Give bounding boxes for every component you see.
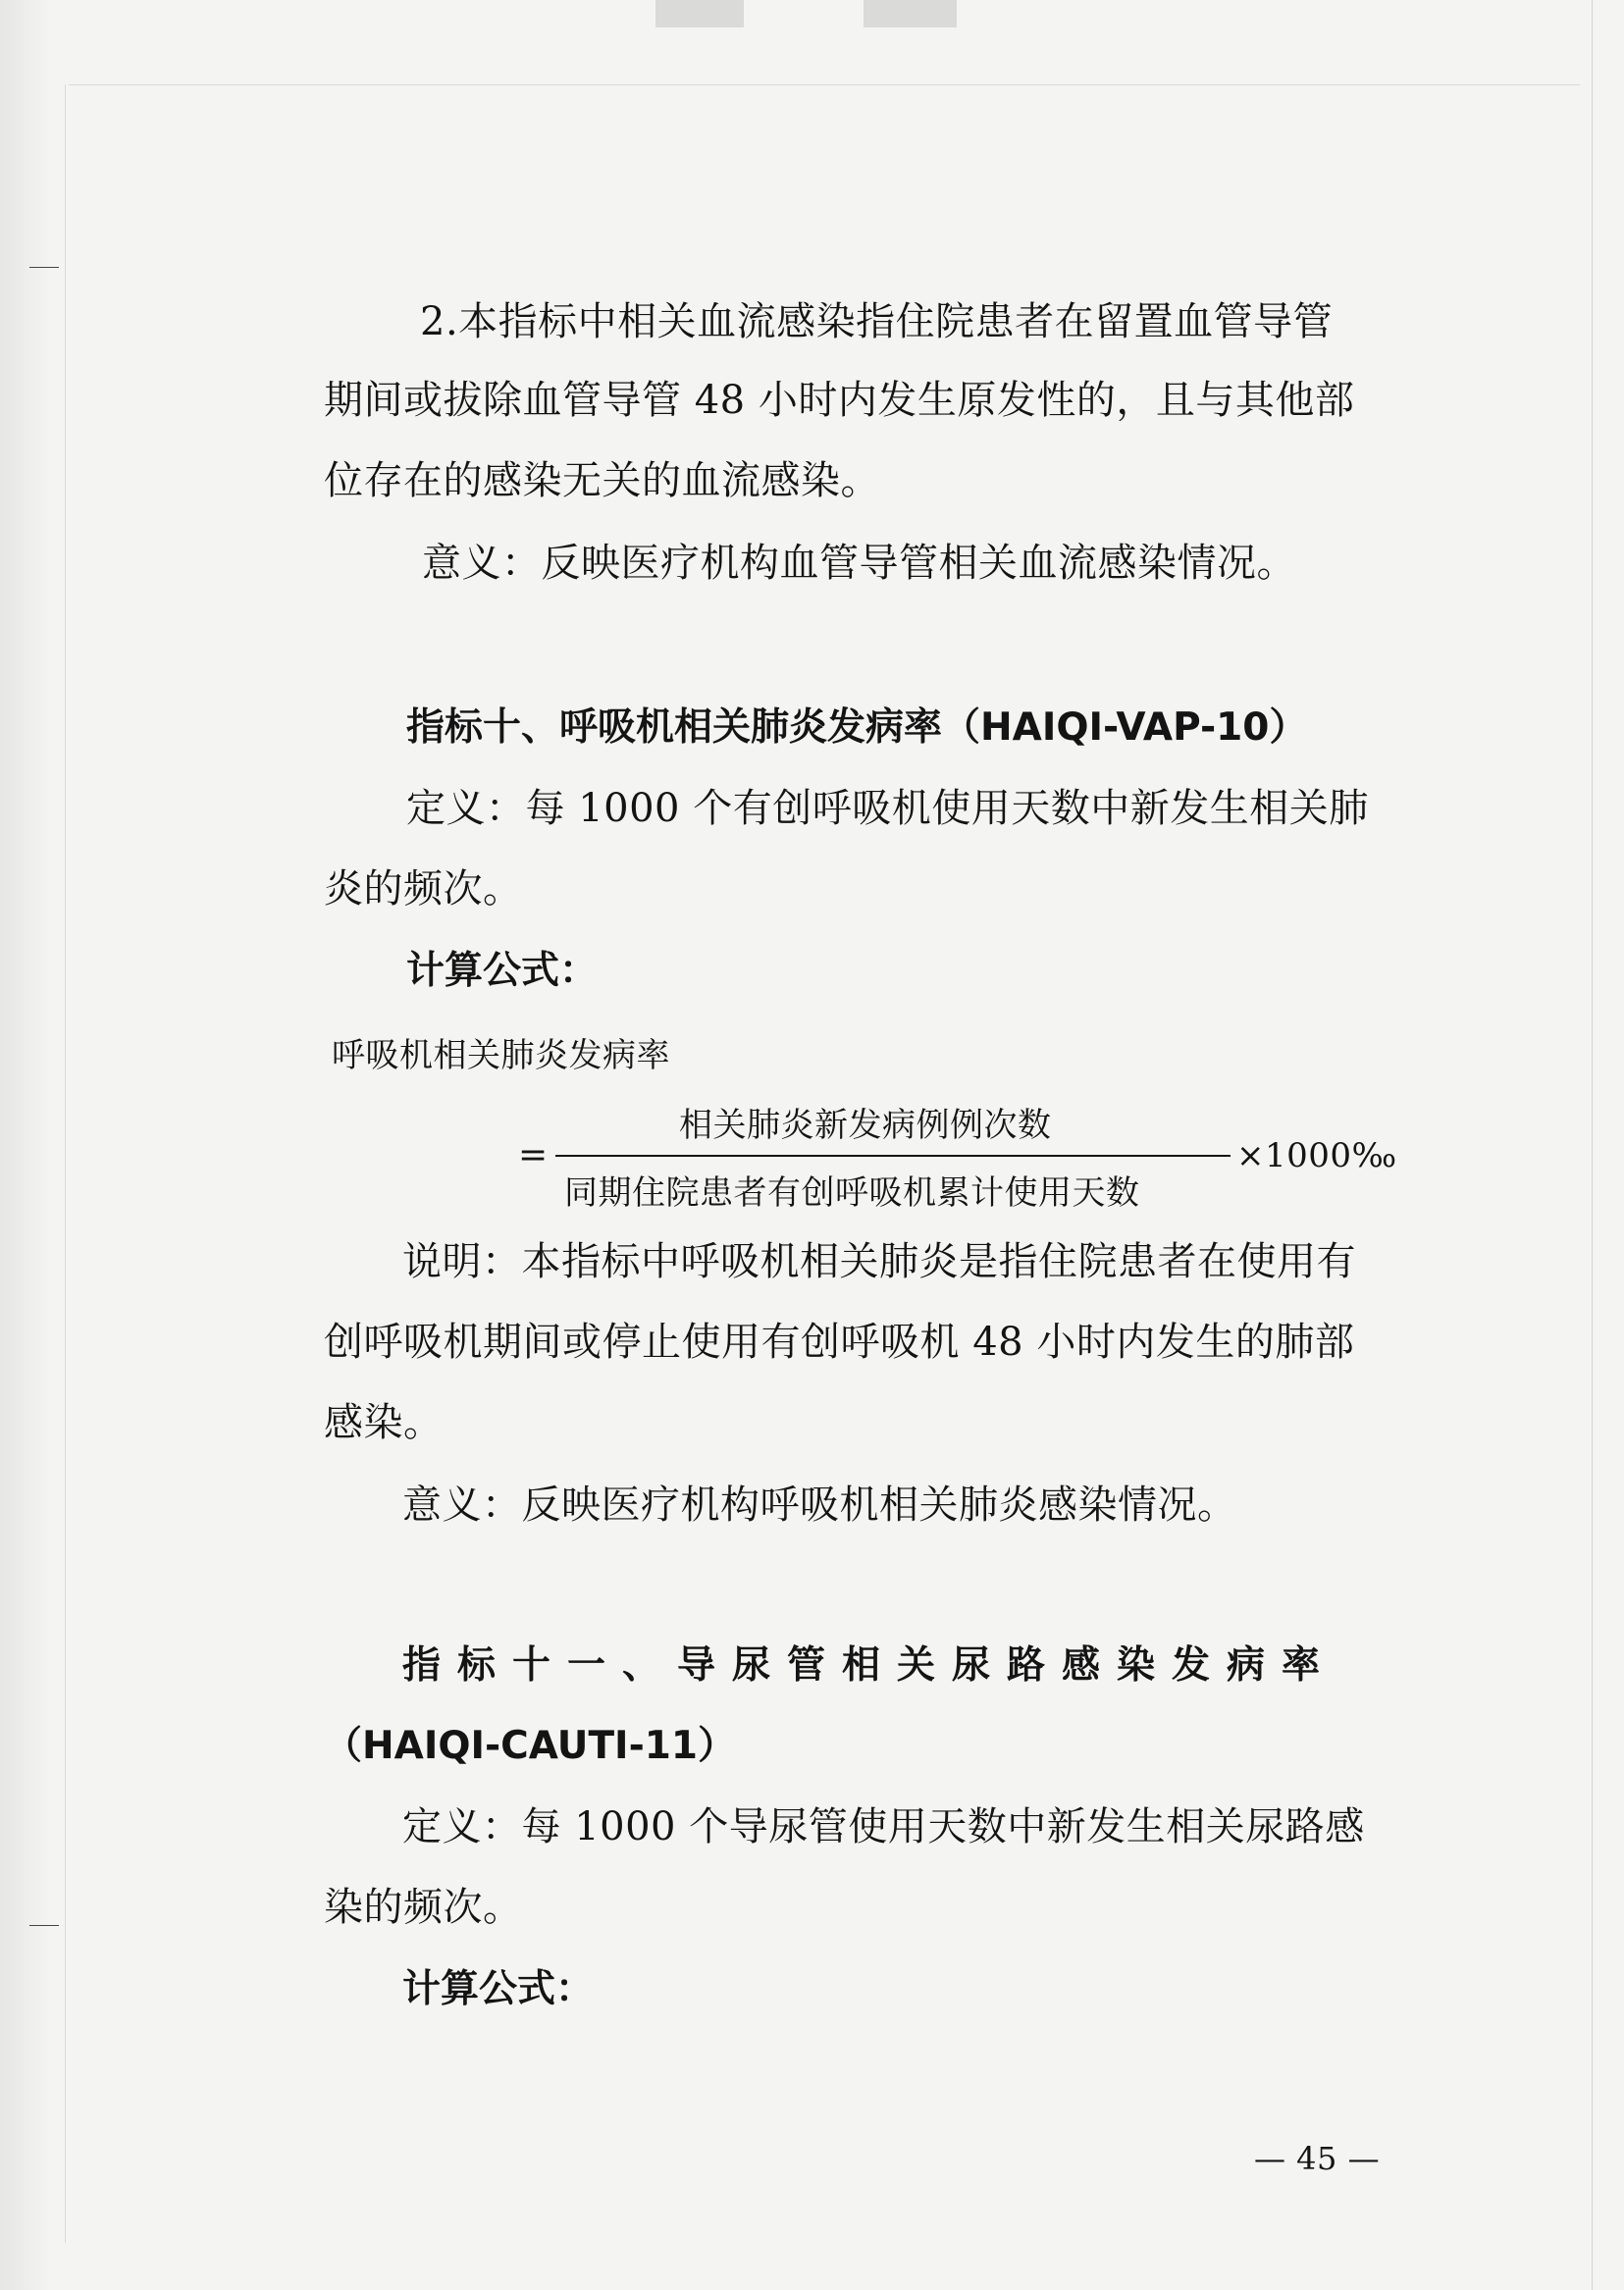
indicator-11-heading-line-2: （HAIQI-CAUTI-11） [324, 1724, 737, 1768]
indicator-10-definition-line-1: 定义：每 1000 个有创呼吸机使用天数中新发生相关肺 [406, 786, 1369, 831]
paragraph-2-line-3: 位存在的感染无关的血流感染。 [324, 458, 880, 503]
paragraph-2-line-1: 2.本指标中相关血流感染指住院患者在留置血管导管 [420, 299, 1334, 344]
indicator-10-heading: 指标十、呼吸机相关肺炎发病率（HAIQI-VAP-10） [406, 705, 1308, 750]
indicator-11-definition-line-1: 定义：每 1000 个导尿管使用天数中新发生相关尿路感 [402, 1804, 1365, 1849]
scan-mark [864, 0, 957, 27]
fraction-bar [555, 1155, 1231, 1157]
formula-name: 呼吸机相关肺炎发病率 [332, 1036, 670, 1075]
indicator-10-meaning: 意义：反映医疗机构呼吸机相关肺炎感染情况。 [402, 1483, 1237, 1528]
meaning-clabsi: 意义：反映医疗机构血管导管相关血流感染情况。 [422, 541, 1296, 586]
page-edge-left [65, 84, 66, 2243]
margin-tick [29, 1925, 59, 1926]
paragraph-2-line-2: 期间或拔除血管导管 48 小时内发生原发性的，且与其他部 [324, 378, 1355, 423]
indicator-10-note-line-3: 感染。 [324, 1400, 444, 1445]
formula-denominator: 同期住院患者有创呼吸机累计使用天数 [564, 1173, 1140, 1213]
indicator-10-note-line-2: 创呼吸机期间或停止使用有创呼吸机 48 小时内发生的肺部 [324, 1320, 1355, 1365]
formula-numerator: 相关肺炎新发病例例次数 [679, 1106, 1052, 1145]
indicator-11-formula-label: 计算公式： [402, 1967, 595, 2011]
indicator-11-definition-line-2: 染的频次。 [324, 1885, 523, 1930]
formula-equals: = [518, 1135, 549, 1175]
margin-tick [29, 267, 59, 268]
page-edge-top [69, 84, 1580, 85]
indicator-10-definition-line-2: 炎的频次。 [324, 866, 523, 911]
scan-mark [655, 0, 744, 27]
indicator-10-formula-label: 计算公式： [406, 949, 599, 993]
indicator-11-heading-line-1: 指标十一、导尿管相关尿路感染发病率 [402, 1643, 1337, 1688]
scan-shadow [0, 0, 51, 2290]
page-edge-right [1592, 0, 1593, 2290]
page-number: — 45 — [1254, 2140, 1381, 2177]
formula-multiplier: ×1000‰ [1236, 1136, 1397, 1175]
indicator-10-note-line-1: 说明：本指标中呼吸机相关肺炎是指住院患者在使用有 [402, 1239, 1356, 1284]
